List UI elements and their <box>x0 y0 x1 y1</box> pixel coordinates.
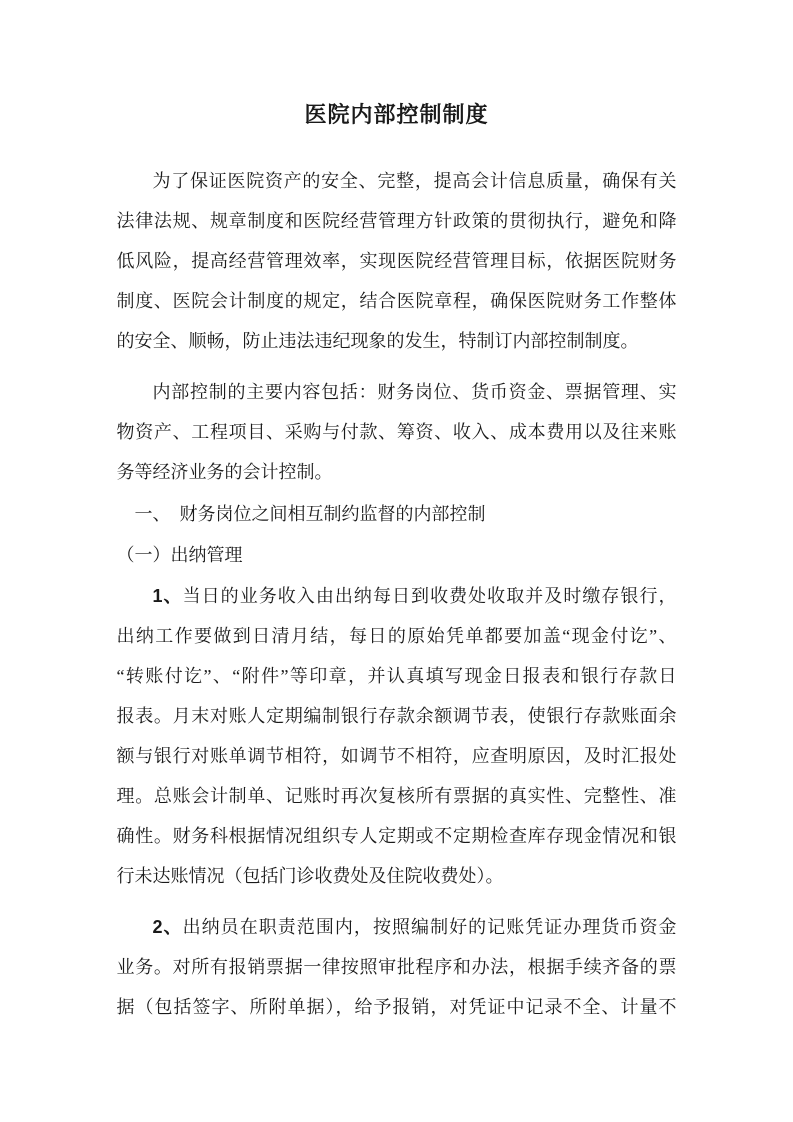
paragraph-scope <box>117 372 677 492</box>
text-line: 法律法规、规章制度和医院经营管理方针政策的贯彻执行，避免和降 <box>116 211 677 231</box>
text-run: 当日的业务收入由出纳每日到收费处收取并及时缴存银行， <box>182 586 677 606</box>
text-line: 出纳工作要做到日清月结，每日的原始凭单都要加盖“现金付讫”、 <box>116 626 677 646</box>
text-line <box>117 576 677 616</box>
text-line: 额与银行对账单调节相符，如调节不相符，应查明原因，及时汇报处 <box>116 746 677 766</box>
paragraph-item-1 <box>117 576 677 896</box>
text-line: 内部控制的主要内容包括：财务岗位、货币资金、票据管理、实 <box>152 382 677 402</box>
list-number: 2、 <box>152 917 183 937</box>
text-line: 制度、医院会计制度的规定，结合医院章程，确保医院财务工作整体 <box>116 291 677 311</box>
text-line: 物资产、工程项目、采购与付款、筹资、收入、成本费用以及往来账 <box>116 422 677 442</box>
subsection-heading: （一）出纳管理 <box>116 545 243 565</box>
text-line: 业务。对所有报销票据一律按照审批程序和办法，根据手续齐备的票 <box>116 957 677 977</box>
text-line: 为了保证医院资产的安全、完整，提高会计信息质量，确保有关 <box>152 171 677 191</box>
text-line: 行未达账情况（包括门诊收费处及住院收费处）。 <box>116 866 504 886</box>
section-heading-1 <box>117 494 677 534</box>
section-heading: 一、 财务岗位之间相互制约监督的内部控制 <box>134 504 486 524</box>
text-line: 据（包括签字、所附单据），给予报销，对凭证中记录不全、计量不 <box>116 997 677 1017</box>
text-line: 理。总账会计制单、记账时再次复核所有票据的真实性、完整性、准 <box>116 786 677 806</box>
list-number: 1、 <box>152 586 183 606</box>
document-body <box>117 161 677 1027</box>
document-title: 医院内部控制制度 <box>304 102 489 127</box>
paragraph-item-2 <box>117 907 677 1027</box>
paragraph-intro <box>117 161 677 361</box>
text-line: 低风险，提高经营管理效率，实现医院经营管理目标，依据医院财务 <box>116 251 677 271</box>
text-line: 报表。月末对账人定期编制银行存款余额调节表，使银行存款账面余 <box>116 706 677 726</box>
text-line: 务等经济业务的会计控制。 <box>116 462 333 482</box>
text-line: 确性。财务科根据情况组织专人定期或不定期检查库存现金情况和银 <box>116 826 677 846</box>
text-line: 的安全、顺畅，防止违法违纪现象的发生，特制订内部控制制度。 <box>116 331 639 351</box>
text-run: 出纳员在职责范围内，按照编制好的记账凭证办理货币资金 <box>182 917 677 937</box>
subsection-heading-1-1 <box>117 535 677 575</box>
text-line: “转账付讫”、“附件”等印章，并认真填写现金日报表和银行存款日 <box>116 666 677 686</box>
text-line <box>117 907 677 947</box>
